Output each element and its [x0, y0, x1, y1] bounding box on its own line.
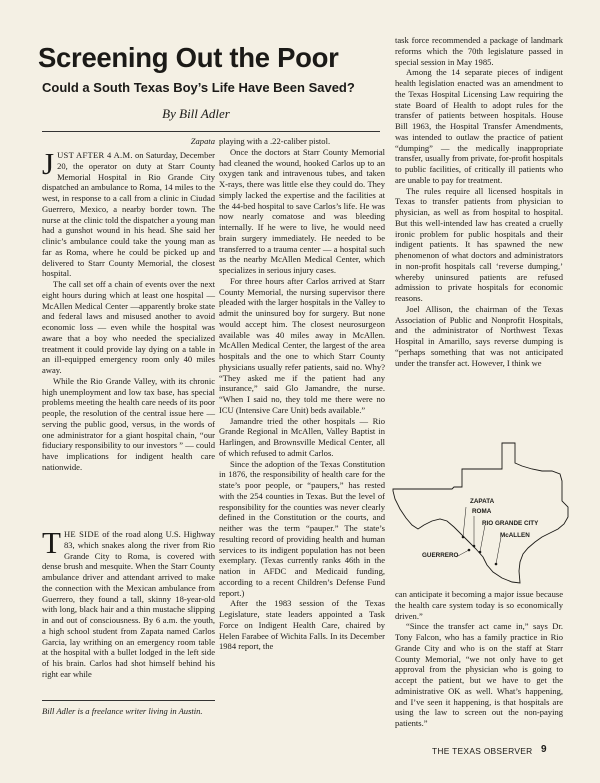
article-byline: By Bill Adler [162, 106, 230, 121]
column-2 [219, 136, 385, 652]
map-label-mcallen: McALLEN [500, 532, 530, 539]
column-3-section-2 [395, 589, 563, 729]
author-footnote: Bill Adler is a freelance writer living in Austin. [42, 706, 203, 716]
map-label-zapata: ZAPATA [470, 498, 495, 505]
column-3 [395, 35, 563, 368]
article-subtitle: Could a South Texas Boy’s Life Have Been Saved? [42, 80, 355, 95]
paragraph: playing with a .22-caliber pistol. [219, 136, 331, 146]
paragraph: Once the doctors at Starr County Memorial had cleaned the wound, hooked Carlos up to an oxygen tank and intravenous tubes, and taken X-rays, there was little else they could do. They simply lacked the expertise and the facilities at the 44-bed hospital to save Carlos’s life. He was now nearly comatose and was bleeding internally. If he were to live, he would need brain surgery immediately. He needed to be transferred to a trauma center — a hospital such as the nearby McAllen Medical Center, which specializes in serious injury cases. [219, 146, 385, 275]
column-1-section-2 [42, 525, 215, 680]
rio-grande-city-leader [480, 525, 485, 552]
drop-cap: T [42, 525, 61, 560]
paragraph: JUST AFTER 4 A.M. on Saturday, December 20, the operator on duty at Starr County Memorial Hospital in Rio Grande City dispatched an ambulance to Roma, 14 miles to the west, in response to a call from a clinic in Ciudad Guerrero, Mexico, a nearby border town. The nurse at the clinic told the dispatcher a young man had a gunshot wound in his head. She said her clinic’s ambulance could take the young man as far as Roma, where he could be picked up and delivered to Starr County Memorial, the closest hospital. [42, 146, 215, 279]
paragraph: Among the 14 separate pieces of indigent health legislation enacted was an amendment to the Texas Hospital Licensing Law requiring the state Board of Health to adopt rules for the transfer of patients between hospitals. House Bill 1963, the Hospital Transfer Amendments, was intended to outlaw the practice of patient “dumping” — the medically inappropriate transfer, usually from private, for-profit hospitals to public facilities, of critically ill patients who are unable to pay for treatment. [395, 67, 563, 185]
paragraph: For three hours after Carlos arrived at Starr County Memorial, the nursing supervisor there pleaded with the larger hospitals in the Valley to admit the uninsured boy for surgery. But none would accept him. The closest neurosurgeon available was 40 miles away in McAllen. McAllen Medical Center, the largest of the area hospitals and the one to which Starr County physicians usually refer patients, said no. Why? “They asked me if the patient had any insurance,” said Glo Jamandre, the nurse. “When I said no, they told me there were no ICU (Intensive Care Unit) beds available.” [219, 275, 385, 415]
paragraph: The call set off a chain of events over the next eight hours during which at least one hospital — McAllen Medical Center —apparently broke state and federal laws and misused another to avoid economic loss — even while the hospital was aware that a boy who needed the specialized treatment it could provide lay dying on a table in an ill-equipped emergency room only 40 miles away. [42, 279, 215, 375]
drop-cap: J [42, 146, 55, 181]
footnote-divider [42, 700, 215, 701]
article-title: Screening Out the Poor [38, 42, 339, 73]
texas-map [392, 441, 572, 586]
column-1 [42, 146, 215, 473]
paragraph: Jamandre tried the other hospitals — Rio Grande Regional in McAllen, Valley Baptist in Harlingen, and Brownsville Medical Center, all of which refused to admit Carlos. [219, 415, 385, 458]
mcallen-leader [496, 537, 501, 564]
zapata-leader [463, 507, 466, 537]
paragraph: The rules require all licensed hospitals in Texas to transfer patients from physician to physician, as well as from hospital to hospital. But this well-intended law has created a cruelly ironic problem for public hospitals and their indigent patients. It has spawned the new phenomenon of what doctors and administrators in non-profit hospitals call ‘reverse dumping,’ whereby uninsured patients are refused admission to private hospitals for economic reasons. [395, 185, 563, 303]
paragraph: After the 1983 session of the Texas Legislature, state leaders appointed a Task Force on Indigent Health Care, chaired by Helen Farabee of Wichita Falls. In its December 1984 report, the [219, 598, 385, 652]
map-label-guerrero: GUERRERO [422, 552, 459, 559]
paragraph: “Since the transfer act came in,” says Dr. Tony Falcon, who has a family practice in Rio Grande City and who is on the staff at Starr County Memorial, “we not only have to get approval from the physician who is going to accept the patient, but we have to get the administrative OK as well. What’s happening, and I’ve seen it happening, is that hospitals are using the law to screen out the non-paying patients.” [395, 621, 563, 728]
paragraph: task force recommended a package of landmark reforms which the 70th legislature passed in special session in May 1985. [395, 35, 563, 67]
paragraph: THE SIDE of the road along U.S. Highway 83, which snakes along the river from Rio Grande City to Roma, is covered with dense brush and mesquite. When the Starr County ambulance driver and attendant arrived to make the connection with the Mexican ambulance from Guerrero, they found a tall, skinny 18-year-old with long, black hair and a thin mustache slipping in and out of consciousness. By 6 a.m. the youth, a high school student from Zapata named Carlos Garcia, lay writhing on an emergency room table at the hospital with a bullet lodged in the left side of his brain. Carlos had shot himself behind his right ear while [42, 525, 215, 679]
paragraph: Since the adoption of the Texas Constitution in 1876, the responsibility of health care for the state’s poor people, or “paupers,” has rested with the 254 counties in Texas. But the level of responsibility for the counties was never clearly defined in the Constitution or the courts, and neither was the term “pauper.” The state’s resulting record of providing health and human services to its indigent population has not been exemplary. (Texas currently ranks 46th in the nation in AFDC and Medicaid funding, according to a recent Children’s Defense Fund report.) [219, 458, 385, 598]
paragraph: Joel Allison, the chairman of the Texas Association of Public and Nonprofit Hospitals, and the administrator of Northwest Texas Hospital in Amarillo, says reverse dumping is “perhaps something that was not anticipated under the transfer act. However, I think we [395, 303, 563, 368]
dateline: Zapata [190, 136, 215, 146]
paragraph: can anticipate it becoming a major issue because the health care system today is so economically driven.” [395, 589, 563, 621]
title-divider [42, 131, 380, 132]
page-number: 9 [541, 744, 547, 755]
paragraph: While the Rio Grande Valley, with its chronic high unemployment and low tax base, has special problems meeting the health care needs of its poor people, the resolution of the central issue here — serving the public good, versus, in the words of one administrator for a giant hospital chain, “our fiduciary responsibility to our investors ” — could have implications for indigent health care nationwide. [42, 375, 215, 472]
map-label-roma: ROMA [472, 508, 492, 515]
map-label-rio-grande-city: RIO GRANDE CITY [482, 520, 539, 527]
publication-name: THE TEXAS OBSERVER [432, 746, 533, 756]
